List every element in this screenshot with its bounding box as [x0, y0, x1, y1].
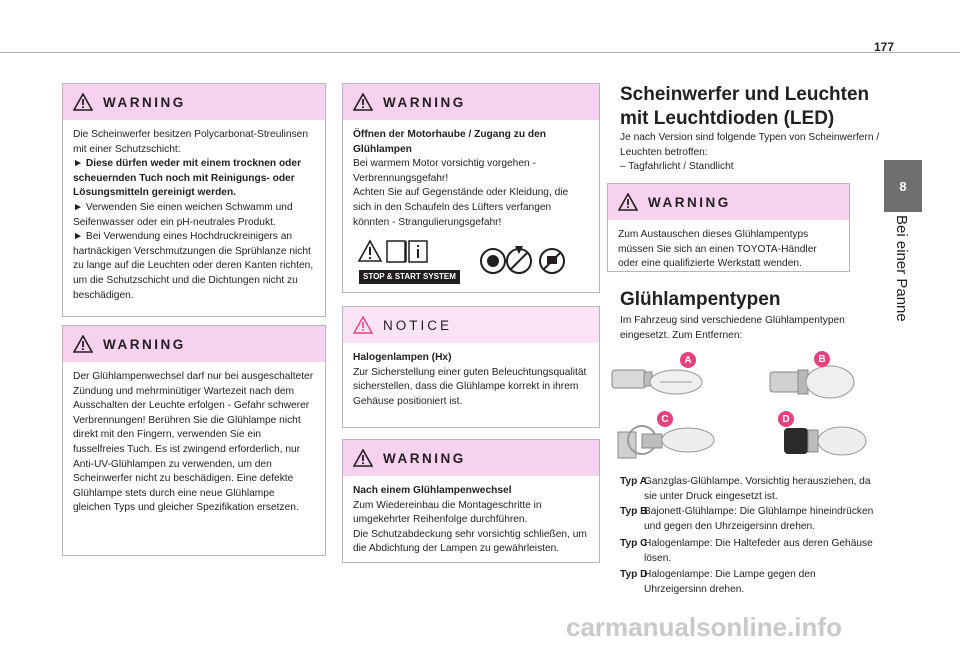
- warning-body: [63, 120, 325, 311]
- warning-triangle-icon: [73, 93, 93, 111]
- warning-intro: Die Scheinwerfer besitzen Polycarbonat-Streulinsen mit einer Schutzschicht:: [73, 129, 308, 155]
- type-desc: Ganzglas-Glühlampe. Vorsichtig herausziehen, da sie unter Druck eingesetzt ist.: [644, 476, 871, 502]
- type-key: Typ D: [620, 569, 648, 580]
- type-row-c: [620, 537, 880, 566]
- warning-header: [63, 84, 325, 120]
- notice-title: NOTICE: [383, 317, 453, 333]
- led-list-item: – Tagfahrlicht / Standlicht: [620, 161, 734, 173]
- warning-triangle-icon: [618, 193, 638, 211]
- warning-triangle-icon: [73, 335, 93, 353]
- bulb-b-icon: [764, 358, 864, 408]
- warning-triangle-icon: [353, 93, 373, 111]
- bulb-a-icon: [604, 360, 714, 404]
- warning-header: [343, 440, 599, 476]
- top-rule: [0, 52, 960, 53]
- notice-body: [343, 343, 599, 417]
- warning-title: WARNING: [383, 94, 466, 110]
- notice-header: [343, 307, 599, 343]
- type-row-b: [620, 505, 880, 534]
- type-key: Typ A: [620, 476, 648, 487]
- warning-header: [63, 326, 325, 362]
- notice-triangle-icon: [353, 316, 373, 334]
- notice-box-halogen: [342, 306, 600, 428]
- chapter-label: Bei einer Panne: [893, 215, 910, 322]
- badge-d: D: [778, 411, 794, 427]
- warning-box-after-change: [342, 439, 600, 563]
- warning-box-bulb-change: [62, 325, 326, 556]
- badge-b: B: [814, 351, 830, 367]
- led-intro: [620, 131, 880, 175]
- warning-text: Der Glühlampenwechsel darf nur bei ausgeschalteter Zündung und mehrminütiger Wartezeit nach dem Ausschalten der Leuchte erfolgen - Gefahr schwerer Verbrennungen! Berühren Sie die Glühlampe nicht direkt mit den Fingern, verwenden Sie ein fusselfreies Tuch. Es ist zwingend erforderlich, nur Anti-UV-Glühlampen zu verwenden, um den Scheinwerfer nicht zu beschädigen. Eine defekte Glühlampe stets durch eine neue Glühlampe gleichen Typs und gleicher Spezifikation ersetzen.: [73, 371, 314, 514]
- warning-item: ► Bei Verwendung eines Hochdruckreinigers an hartnäckigen Verschmutzungen die Sprühlanze nicht zu lange auf die Leuchten oder deren Kanten richten, um die Schutzschicht und die Dichtungen nicht zu beschädigen.: [73, 231, 314, 301]
- type-desc: Bajonett-Glühlampe: Die Glühlampe hineindrücken und gegen den Uhrzeigersinn drehen.: [644, 506, 874, 532]
- type-desc: Halogenlampe: Die Haltefeder aus deren Gehäuse lösen.: [644, 538, 873, 564]
- warning-body: [63, 362, 325, 524]
- warning-title: WARNING: [648, 194, 731, 210]
- type-row-a: [620, 475, 880, 504]
- warning-body: [608, 220, 849, 280]
- warning-text: Zum Austauschen dieses Glühlampentyps müssen Sie sich an einen TOYOTA-Händler oder eine qualifizierte Werkstatt wenden.: [618, 229, 817, 270]
- badge-a: A: [680, 352, 696, 368]
- chapter-tab[interactable]: 8: [884, 160, 922, 212]
- led-intro-text: Je nach Version sind folgende Typen von Scheinwerfern / Leuchten betroffen:: [620, 132, 880, 158]
- warning-body: [343, 476, 599, 565]
- warning-heading: Öffnen der Motorhaube / Zugang zu den Glühlampen: [353, 129, 546, 155]
- warning-heading: Nach einem Glühlampenwechsel: [353, 485, 512, 496]
- type-key: Typ C: [620, 538, 648, 549]
- warning-text: Zum Wiedereinbau die Montageschritte in umgekehrter Reihenfolge durchführen.: [353, 499, 542, 526]
- warning-title: WARNING: [103, 94, 186, 110]
- warning-box-polycarbonate: [62, 83, 326, 317]
- notice-heading: Halogenlampen (Hx): [353, 352, 452, 363]
- notice-text: Zur Sicherstellung einer guten Beleuchtungsqualität sicherstellen, dass die Glühlampe korrekt in ihrem Gehäuse positioniert ist.: [353, 366, 587, 407]
- warning-triangle-icon: [353, 449, 373, 467]
- warning-title: WARNING: [383, 450, 466, 466]
- warning-text: Achten Sie auf Gegenstände oder Kleidung, die sich in den Schaufeln des Lüfters verfangen könnten - Strangulierungsgefahr!: [353, 187, 569, 228]
- warning-box-led: [607, 183, 850, 272]
- warning-box-hood: [342, 83, 600, 293]
- warning-header: [608, 184, 849, 220]
- bulb-types-intro: Im Fahrzeug sind verschiedene Glühlampentypen eingesetzt. Zum Entfernen:: [620, 315, 845, 341]
- type-key: Typ B: [620, 506, 648, 517]
- section-heading-led: Scheinwerfer und Leuchten mit Leuchtdioden (LED): [620, 84, 870, 129]
- warning-header: [343, 84, 599, 120]
- stop-start-label: STOP & START SYSTEM: [359, 270, 460, 284]
- warning-title: WARNING: [103, 336, 186, 352]
- section-heading-bulb-types: Glühlampentypen: [620, 289, 781, 310]
- type-row-d: [620, 568, 880, 597]
- type-desc: Halogenlampe: Die Lampe gegen den Uhrzeigersinn drehen.: [644, 569, 816, 595]
- badge-c: C: [657, 411, 673, 427]
- warning-item: ► Diese dürfen weder mit einem trocknen oder scheuernden Tuch noch mit Reinigungs- oder Lösungsmitteln gereinigt werden.: [73, 158, 302, 199]
- watermark: carmanualsonline.info: [566, 612, 842, 642]
- warning-item: ► Verwenden Sie einen weichen Schwamm und Seifenwasser oder ein pH-neutrales Produkt.: [73, 201, 293, 228]
- pictogram-strip: [357, 236, 587, 286]
- page-number: 177: [874, 40, 895, 54]
- warning-body: [343, 120, 599, 232]
- warning-text: Bei warmem Motor vorsichtig vorgehen - Verbrennungsgefahr!: [353, 158, 536, 184]
- warning-text: Die Schutzabdeckung sehr vorsichtig schließen, um die Abdichtung der Lampen zu gewährleisten.: [353, 528, 587, 555]
